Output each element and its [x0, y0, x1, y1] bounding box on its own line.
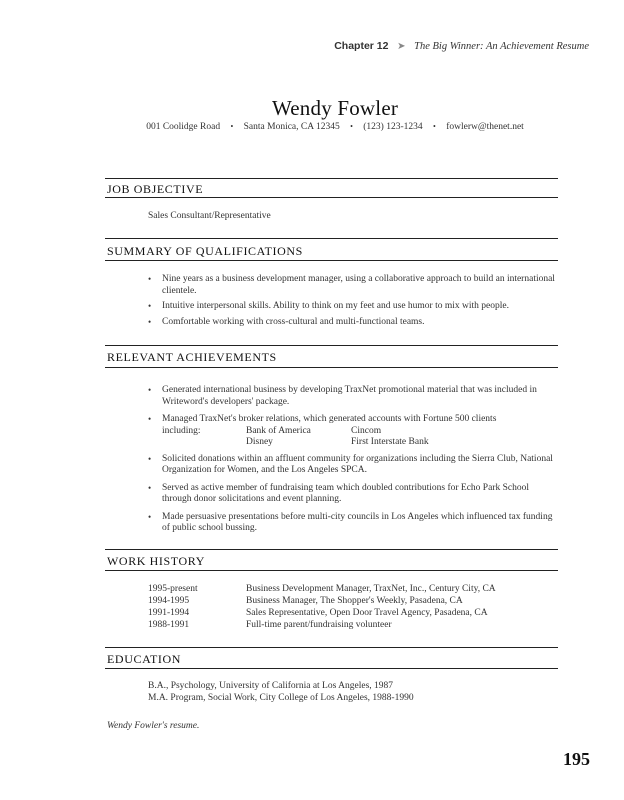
table-row: [148, 607, 496, 619]
table-row: [148, 595, 496, 607]
client-name: Cincom: [351, 425, 382, 436]
section-rule: [105, 668, 558, 669]
list-item: • Comfortable working with cross-cultural and multi-functional teams.: [148, 317, 558, 329]
list-item: • Nine years as a business development manager, using a collaborative approach to build an international clientele.: [148, 274, 558, 297]
section-rule: [105, 345, 558, 346]
work-history-table: [148, 583, 496, 631]
client-grid: [162, 426, 558, 448]
including-label: including:: [162, 425, 201, 436]
section-heading-job-objective: JOB OBJECTIVE: [107, 182, 204, 196]
client-name: Bank of America: [246, 425, 311, 436]
section-heading-achievements: RELEVANT ACHIEVEMENTS: [107, 350, 277, 364]
work-dates: 1991-1994: [148, 608, 190, 618]
chapter-title: The Big Winner: An Achievement Resume: [414, 41, 589, 52]
section-rule: [105, 549, 558, 550]
work-role: Business Development Manager, TraxNet, Inc., Century City, CA: [246, 584, 496, 594]
list-item: • Made persuasive presentations before multi-city councils in Los Angeles which influenced tax funding of public school bussing.: [148, 512, 558, 535]
section-rule: [105, 238, 558, 239]
figure-caption: Wendy Fowler's resume.: [107, 721, 200, 731]
list-item: • Solicited donations within an affluent community for organizations including the Sierra Club, National Organization for Women, and the Los Angeles SPCA.: [148, 454, 558, 477]
list-item: • Intuitive interpersonal skills. Ability to think on my feet and use humor to mix with people.: [148, 301, 558, 313]
arrow-icon: ➤: [397, 41, 406, 52]
separator-dot: •: [230, 122, 234, 131]
list-item: • Generated international business by developing TraxNet promotional material that was included in Writeword's developers' package.: [148, 385, 558, 408]
contact-line: [0, 122, 624, 132]
achievements-list: [148, 385, 558, 535]
section-heading-summary: SUMMARY OF QUALIFICATIONS: [107, 244, 303, 258]
section-rule: [105, 260, 558, 261]
contact-city: Santa Monica, CA 12345: [243, 122, 340, 132]
section-rule: [105, 570, 558, 571]
separator-dot: •: [433, 122, 436, 131]
section-rule: [105, 647, 558, 648]
section-rule: [105, 367, 558, 368]
work-role: Sales Representative, Open Door Travel Agency, Pasadena, CA: [246, 608, 488, 618]
work-role: Full-time parent/fundraising volunteer: [246, 620, 392, 630]
education-item: M.A. Program, Social Work, City College of Los Angeles, 1988-1990: [148, 693, 414, 703]
table-row: [148, 583, 496, 595]
running-head: [334, 40, 589, 52]
client-name: Disney: [246, 436, 273, 447]
achievement-broker-text: • Managed TraxNet's broker relations, which generated accounts with Fortune 500 clients: [162, 414, 497, 424]
contact-address: 001 Coolidge Road: [146, 122, 221, 132]
section-rule: [105, 178, 558, 179]
page-number: 195: [563, 749, 590, 769]
job-objective-text: Sales Consultant/Representative: [148, 211, 271, 221]
section-heading-education: EDUCATION: [107, 652, 182, 666]
summary-list: [148, 274, 558, 328]
chapter-label: Chapter 12: [334, 40, 389, 52]
separator-dot: •: [350, 122, 353, 131]
contact-email: fowlerw@thenet.net: [446, 122, 524, 132]
education-item: B.A., Psychology, University of California at Los Angeles, 1987: [148, 681, 394, 691]
resume-name: Wendy Fowler: [271, 96, 399, 120]
work-role: Business Manager, The Shopper's Weekly, Pasadena, CA: [246, 596, 463, 606]
table-row: [148, 619, 496, 631]
client-name: First Interstate Bank: [351, 436, 429, 447]
work-dates: 1988-1991: [148, 620, 190, 630]
list-item: [148, 414, 558, 448]
work-dates: 1994-1995: [148, 596, 190, 606]
contact-phone: (123) 123-1234: [363, 122, 423, 132]
section-heading-work-history: WORK HISTORY: [107, 554, 205, 568]
list-item: • Served as active member of fundraising team which doubled contributions for Echo Park School through donor solicitations and event planning.: [148, 483, 558, 506]
section-rule: [105, 197, 558, 198]
work-dates: 1995-present: [148, 584, 198, 594]
